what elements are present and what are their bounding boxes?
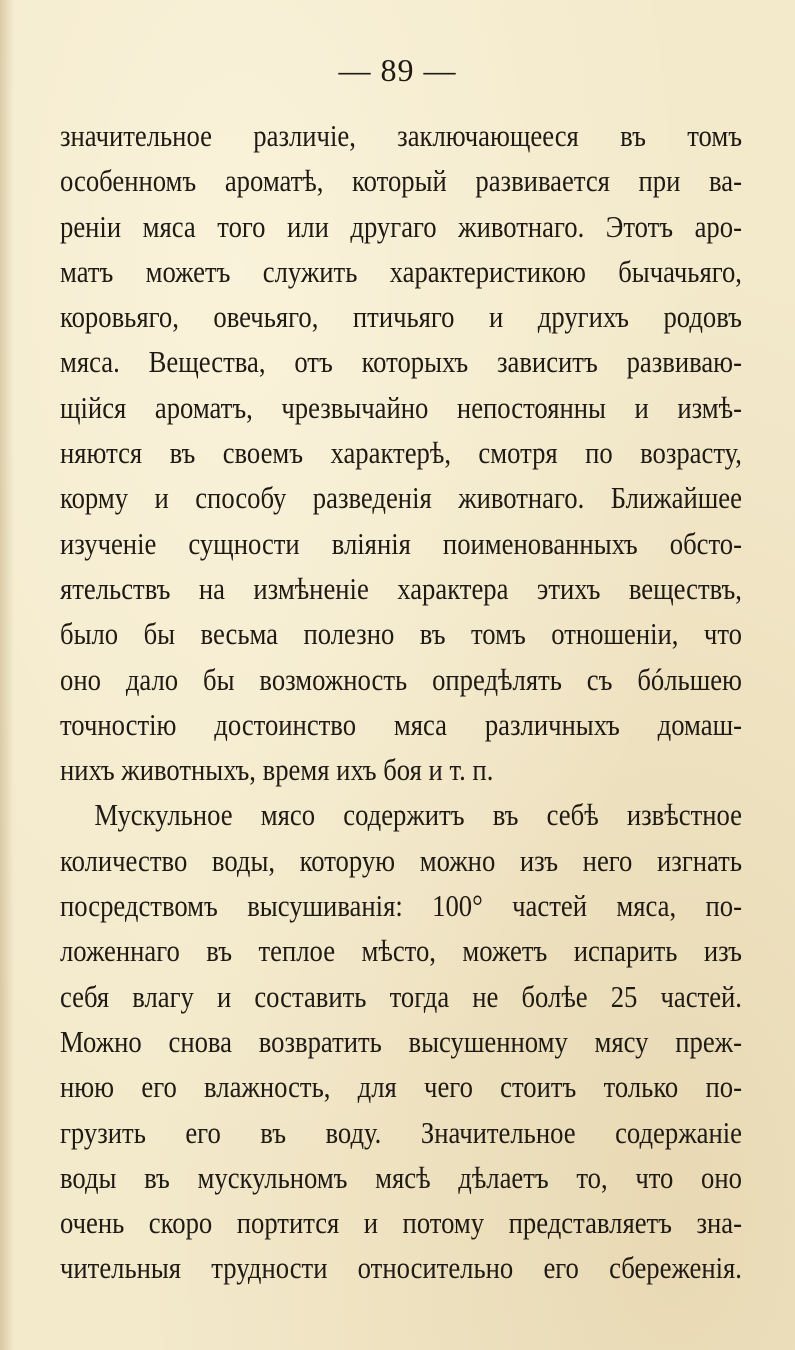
text-line: воды въ мускульномъ мясѣ дѣлаетъ то, что оно bbox=[60, 1159, 742, 1195]
text-line: точностію достоинство мяса различныхъ домаш- bbox=[60, 706, 742, 742]
text-line: ложеннаго въ теплое мѣсто, можетъ испарить изъ bbox=[60, 933, 742, 969]
text-line-paragraph-end: нихъ животныхъ, время ихъ боя и т. п. bbox=[60, 752, 494, 788]
text-line: ятельствъ на измѣненіе характера этихъ веществъ, bbox=[60, 570, 742, 606]
text-line: особенномъ ароматѣ, который развивается при ва- bbox=[60, 163, 742, 199]
page-number: — 89 — bbox=[338, 52, 457, 88]
text-line-paragraph-start: Мускульное мясо содержитъ въ себѣ извѣстное bbox=[94, 797, 742, 833]
text-line: очень скоро портится и потому представляетъ зна- bbox=[60, 1205, 742, 1241]
text-line: няются въ своемъ характерѣ, смотря по возрасту, bbox=[60, 435, 742, 471]
text-line: оно дало бы возможность опредѣлять съ бóльшею bbox=[60, 661, 742, 697]
text-line: матъ можетъ служить характеристикою бычачьяго, bbox=[60, 253, 742, 289]
text-line: было бы весьма полезно въ томъ отношеніи, что bbox=[60, 616, 742, 652]
body-text bbox=[60, 113, 742, 1291]
text-line: значительное различіе, заключающееся въ томъ bbox=[60, 118, 742, 153]
text-line: мяса. Вещества, отъ которыхъ зависитъ развиваю- bbox=[60, 344, 742, 380]
text-line: корму и способу разведенія животнаго. Ближайшее bbox=[60, 480, 742, 516]
text-line: щійся ароматъ, чрезвычайно непостоянны и измѣ- bbox=[60, 389, 742, 425]
text-line: грузить его въ воду. Значительное содержаніе bbox=[60, 1114, 742, 1150]
text-line: Можно снова возвратить высушенному мясу преж- bbox=[60, 1023, 742, 1059]
text-line: посредствомъ высушиванія: 100° частей мяса, по- bbox=[60, 888, 742, 924]
text-line: нюю его влажность, для чего стоитъ только по- bbox=[60, 1069, 742, 1105]
text-line: коровьяго, овечьяго, птичьяго и другихъ родовъ bbox=[60, 299, 742, 335]
text-line: себя влагу и составить тогда не болѣе 25 частей. bbox=[60, 978, 742, 1014]
text-line: чительныя трудности относительно его сбереженія. bbox=[60, 1250, 742, 1286]
page-edge-shadow bbox=[0, 0, 14, 1350]
text-line: изученіе сущности вліянія поименованныхъ обсто- bbox=[60, 525, 742, 561]
text-line: реніи мяса того или другаго животнаго. Этотъ аро- bbox=[60, 208, 742, 244]
text-line: количество воды, которую можно изъ него изгнать bbox=[60, 842, 742, 878]
